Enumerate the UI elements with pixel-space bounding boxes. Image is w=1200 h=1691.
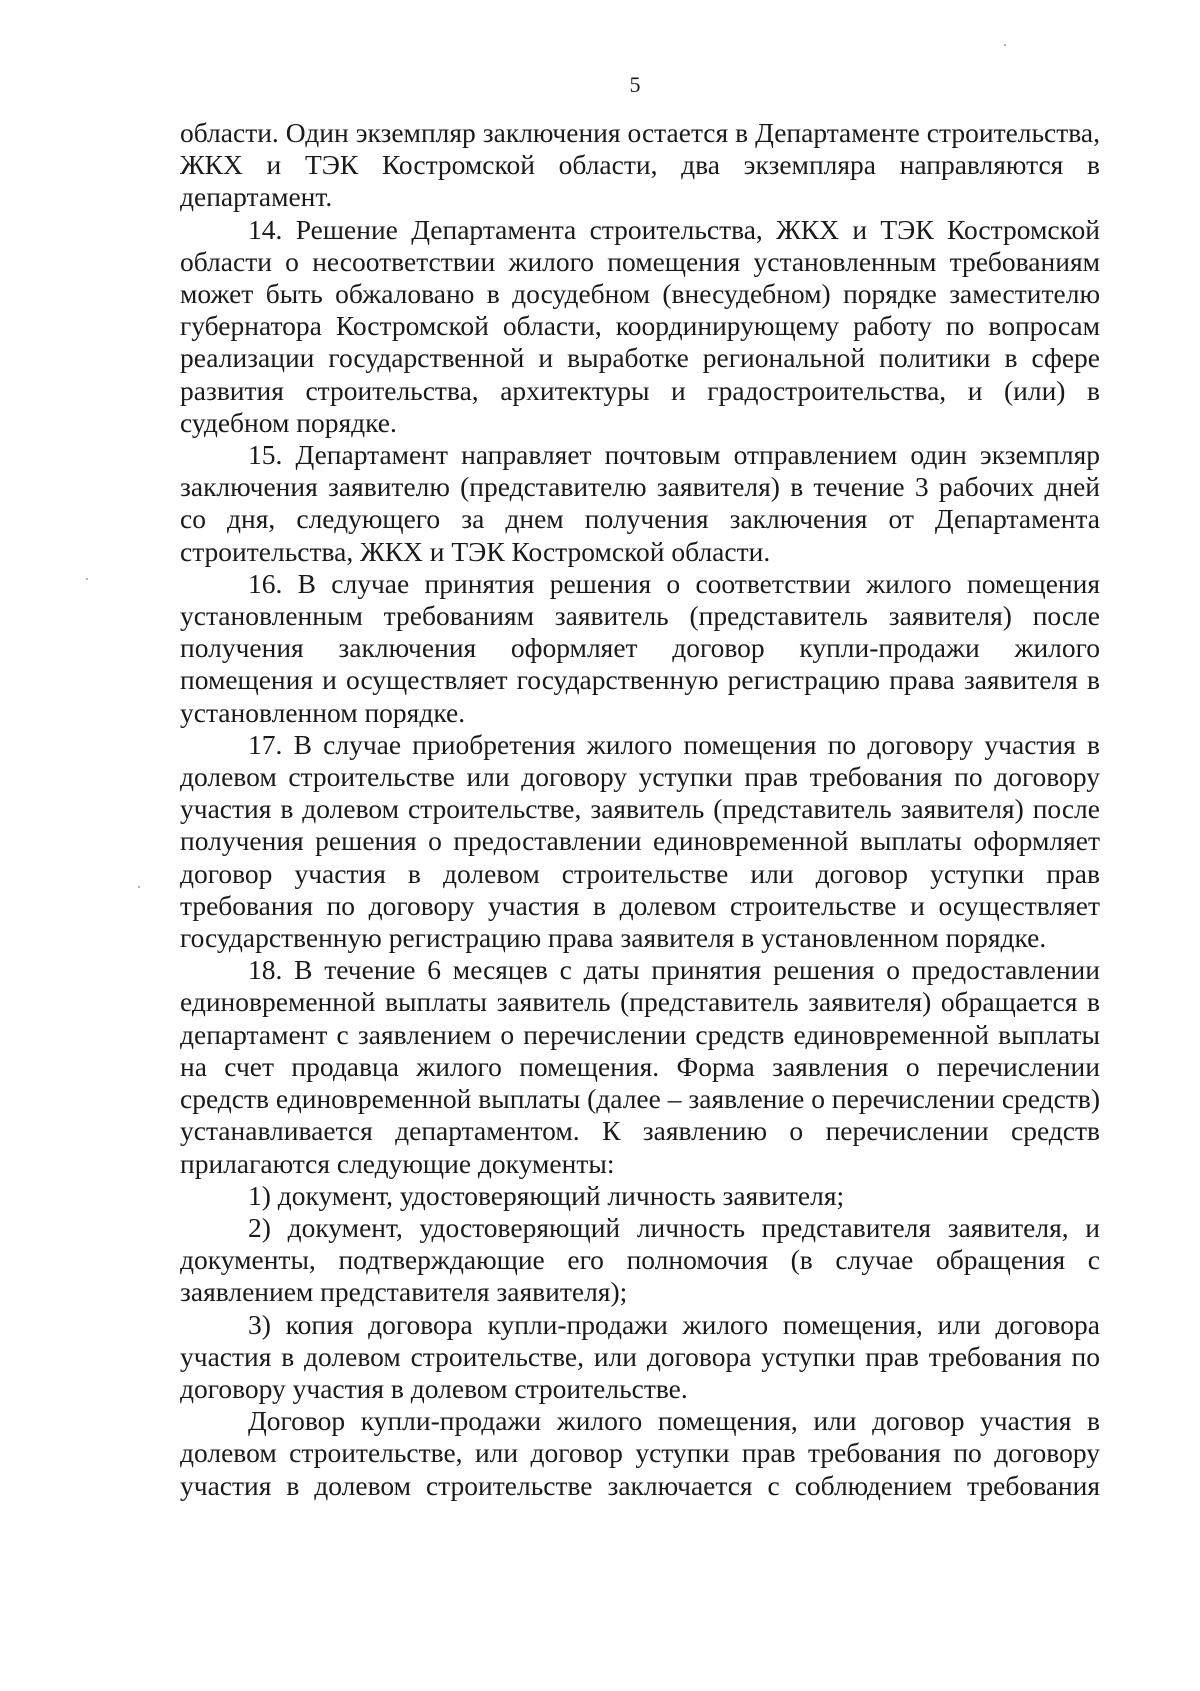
- paragraph-continuation: области. Один экземпляр заключения остается в Департаменте строительства, ЖКХ и ТЭК Костромской области, два экземпляра направляются в департамент.: [180, 117, 1100, 213]
- list-item-3: 3) копия договора купли-продажи жилого помещения, или договора участия в долевом строительстве, или договора уступки прав требования по договору участия в долевом строительстве.: [180, 1308, 1100, 1404]
- scan-speck: [1004, 44, 1006, 46]
- paragraph-contract-requirements: Договор купли-продажи жилого помещения, или договор участия в долевом строительстве, или договор уступки прав требования по договору участия в долевом строительстве заключается с соблюдением требования: [180, 1405, 1100, 1501]
- paragraph-18: 18. В течение 6 месяцев с даты принятия решения о предоставлении единовременной выплаты заявитель (представитель заявителя) обращается в департамент с заявлением о перечислении средств единовременной выплаты на счет продавца жилого помещения. Форма заявления о перечислении средств единовременной выплаты (далее – заявление о перечислении средств) устанавливается департаментом. К заявлению о перечислении средств прилагаются следующие документы:: [180, 954, 1100, 1179]
- paragraph-15: 15. Департамент направляет почтовым отправлением один экземпляр заключения заявителю (представителю заявителя) в течение 3 рабочих дней со дня, следующего за днем получения заключения от Департамента строительства, ЖКХ и ТЭК Костромской области.: [180, 439, 1100, 567]
- list-item-1: 1) документ, удостоверяющий личность заявителя;: [248, 1179, 845, 1211]
- paragraph-16: 16. В случае принятия решения о соответствии жилого помещения установленным требованиям заявитель (представитель заявителя) после получения заключения оформляет договор купли-продажи жилого помещения и осуществляет государственную регистрацию права заявителя в установленном порядке.: [180, 567, 1100, 728]
- page-number: 5: [629, 72, 641, 97]
- paragraph-17: 17. В случае приобретения жилого помещения по договору участия в долевом строительстве или договору уступки прав требования по договору участия в долевом строительстве, заявитель (представитель заявителя) после получения решения о предоставлении единовременной выплаты оформляет договор участия в долевом строительстве или договор уступки прав требования по договору участия в долевом строительстве и осуществляет государственную регистрацию права заявителя в установленном порядке.: [180, 728, 1100, 954]
- document-body: [180, 117, 1100, 1502]
- scan-speck: [138, 886, 140, 888]
- scan-speck: [86, 578, 88, 580]
- paragraph-14: 14. Решение Департамента строительства, ЖКХ и ТЭК Костромской области о несоответствии жилого помещения установленным требованиям может быть обжаловано в досудебном (внесудебном) порядке заместителю губернатора Костромской области, координирующему работу по вопросам реализации государственной и выработке региональной политики в сфере развития строительства, архитектуры и градостроительства, и (или) в судебном порядке.: [180, 213, 1100, 438]
- list-item-2: 2) документ, удостоверяющий личность представителя заявителя, и документы, подтверждающие его полномочия (в случае обращения с заявлением представителя заявителя);: [180, 1211, 1100, 1308]
